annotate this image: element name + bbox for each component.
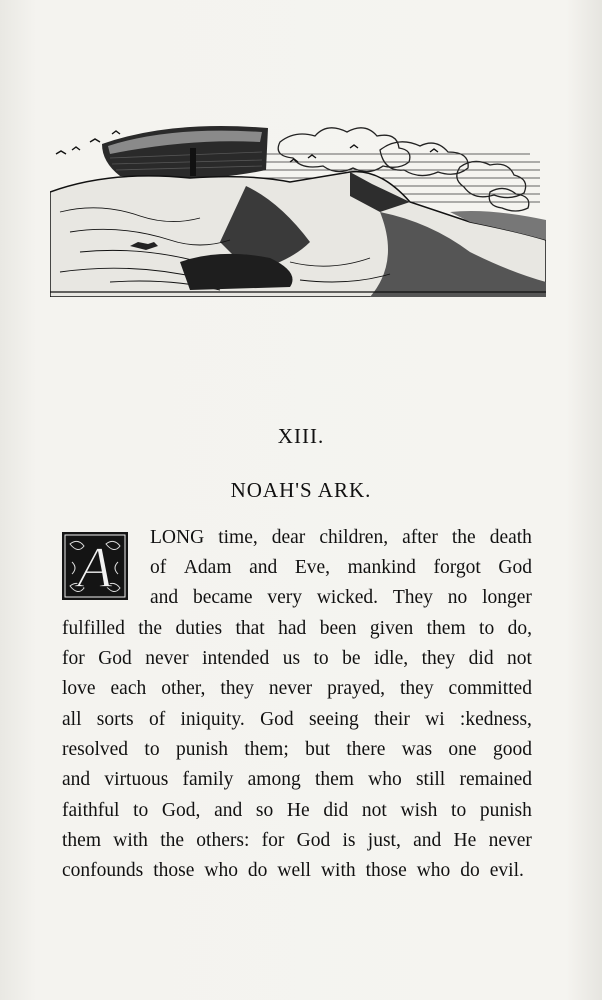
text-line — [62, 709, 532, 731]
word: love — [62, 678, 96, 699]
word: became — [192, 587, 253, 608]
word: They — [392, 587, 433, 608]
chapter-title: NOAH'S ARK. — [230, 478, 372, 502]
word: wicked. — [316, 587, 379, 608]
word: all — [62, 709, 82, 730]
word: punish — [175, 739, 228, 760]
word: God — [260, 709, 294, 730]
word: to — [313, 648, 329, 669]
word: given — [369, 618, 414, 639]
word: still — [415, 769, 446, 790]
drop-cap-letter: A — [77, 535, 113, 600]
word: those — [365, 860, 407, 881]
word: Adam — [183, 557, 232, 578]
word: death — [489, 527, 532, 548]
word: longer — [482, 587, 532, 608]
word: but — [305, 739, 331, 760]
word: the — [160, 830, 185, 851]
word: us — [282, 648, 301, 669]
word: they — [220, 678, 254, 699]
word: mankind — [347, 557, 416, 578]
word: forgot — [433, 557, 481, 578]
word: family — [182, 769, 234, 790]
text-line — [62, 769, 532, 791]
word: good — [492, 739, 532, 760]
word: with — [320, 860, 356, 881]
word: well — [277, 860, 311, 881]
word: who — [416, 860, 451, 881]
word: there — [346, 739, 386, 760]
word: each — [110, 678, 147, 699]
word: duties — [175, 618, 223, 639]
word: Eve, — [294, 557, 331, 578]
word: who — [204, 860, 238, 881]
word: virtuous — [104, 769, 169, 790]
word: fulfilled — [62, 618, 125, 639]
word: not — [361, 800, 387, 821]
word: others: — [196, 830, 250, 851]
word: those — [153, 860, 195, 881]
word: after — [402, 527, 438, 548]
word: punish — [479, 800, 532, 821]
text-line — [62, 618, 532, 640]
word: He — [286, 800, 310, 821]
word: did — [323, 800, 349, 821]
text-line — [150, 527, 532, 549]
word: resolved — [62, 739, 129, 760]
word: of — [148, 709, 166, 730]
word: no — [447, 587, 468, 608]
word: had — [278, 618, 307, 639]
word: sorts — [96, 709, 134, 730]
word: they — [400, 678, 434, 699]
word: God — [98, 648, 132, 669]
word: God, — [161, 800, 201, 821]
word: that — [235, 618, 265, 639]
word: them — [314, 769, 354, 790]
word: was — [401, 739, 433, 760]
text-line — [150, 587, 532, 609]
chapter-number: XIII. — [277, 424, 325, 448]
word: committed — [448, 678, 532, 699]
word: just, — [367, 830, 401, 851]
word: be — [342, 648, 361, 669]
word: dear — [271, 527, 306, 548]
word: very — [267, 587, 303, 608]
word: intended — [202, 648, 270, 669]
word: them — [426, 618, 466, 639]
text-line — [150, 557, 532, 579]
word: for — [62, 648, 85, 669]
word: do — [247, 860, 268, 881]
word: of — [150, 557, 167, 578]
word: never — [488, 830, 532, 851]
text-line — [62, 678, 532, 700]
word: for — [261, 830, 285, 851]
word: the — [451, 527, 476, 548]
word: they — [421, 648, 456, 669]
word: so — [255, 800, 274, 821]
word: to — [144, 739, 160, 760]
word: among — [247, 769, 301, 790]
word: wish — [400, 800, 438, 821]
word: idle, — [374, 648, 409, 669]
text-line — [62, 860, 524, 882]
word: to — [451, 800, 467, 821]
word: remained — [459, 769, 532, 790]
word: did — [468, 648, 494, 669]
word: them — [62, 830, 101, 851]
word: and — [249, 557, 278, 578]
word: seeing — [308, 709, 359, 730]
text-line — [62, 830, 532, 852]
word: God — [296, 830, 331, 851]
word: the — [138, 618, 163, 639]
word: is — [342, 830, 356, 851]
text-line — [62, 739, 532, 761]
word: God — [498, 557, 532, 578]
word: never — [268, 678, 313, 699]
word: iniquity. — [180, 709, 245, 730]
word: to — [479, 618, 495, 639]
word: :kedness, — [459, 709, 532, 730]
word: children, — [319, 527, 389, 548]
text-line — [62, 648, 532, 670]
ark-engraving-illustration — [50, 112, 546, 297]
word: other, — [161, 678, 206, 699]
word: evil. — [489, 860, 524, 881]
word: one — [448, 739, 477, 760]
word: never — [145, 648, 189, 669]
word: LONG — [150, 527, 205, 548]
word: wi — [425, 709, 445, 730]
word: and — [150, 587, 179, 608]
word: and — [62, 769, 91, 790]
word: been — [319, 618, 357, 639]
word: do — [460, 860, 480, 881]
word: their — [374, 709, 410, 730]
word: faithful — [62, 800, 120, 821]
word: confounds — [62, 860, 144, 881]
word: them; — [244, 739, 289, 760]
word: prayed, — [327, 678, 386, 699]
word: to — [133, 800, 149, 821]
text-line — [62, 800, 532, 822]
word: time, — [218, 527, 258, 548]
word: He — [453, 830, 477, 851]
word: do, — [507, 618, 532, 639]
ornamental-drop-cap — [62, 532, 128, 600]
word: not — [507, 648, 532, 669]
word: and — [214, 800, 243, 821]
word: who — [368, 769, 402, 790]
word: and — [413, 830, 442, 851]
word: with — [113, 830, 148, 851]
